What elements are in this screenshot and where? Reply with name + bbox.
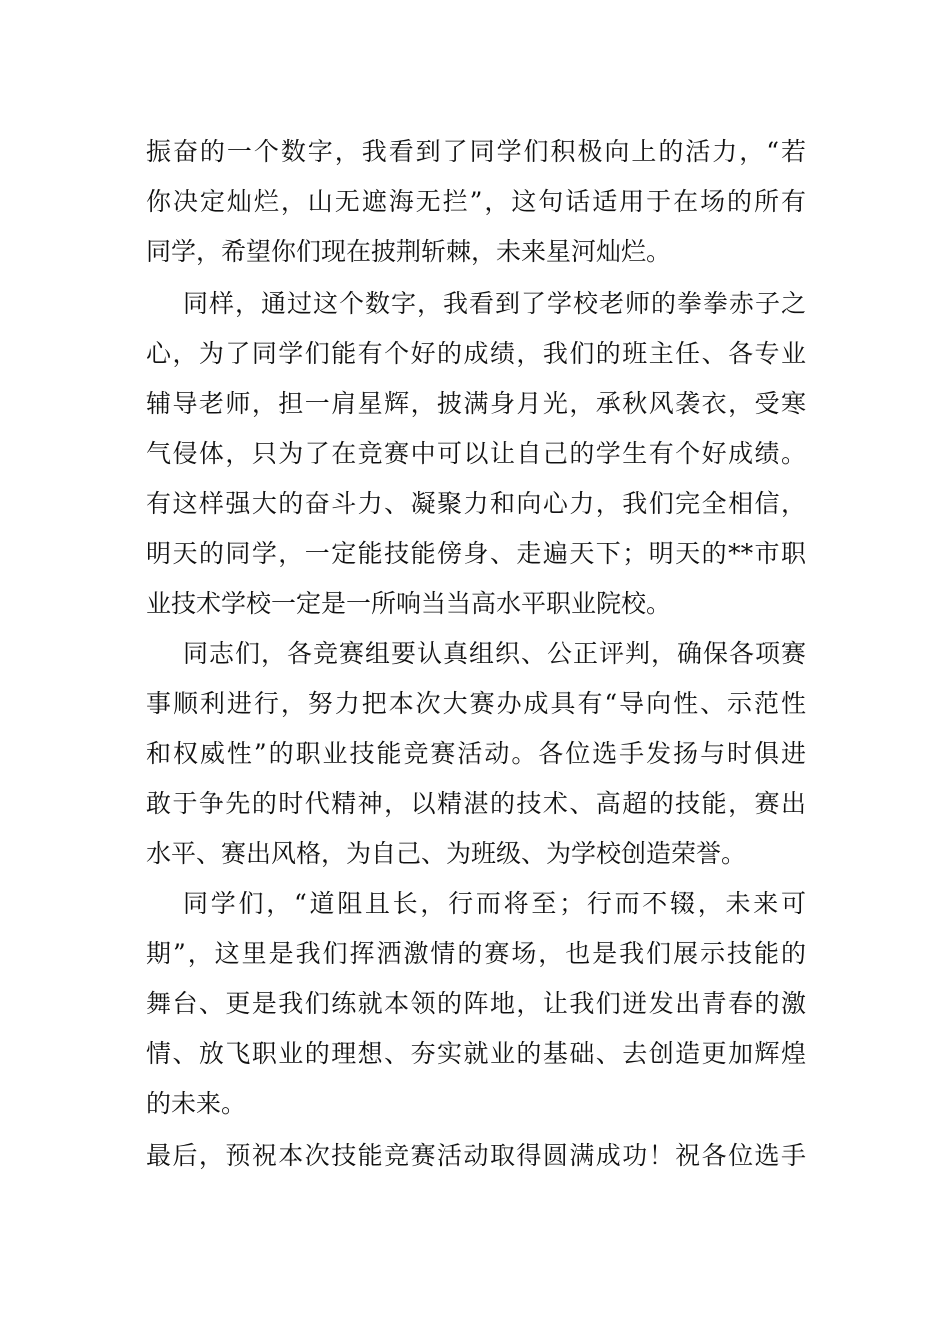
text-line: 事顺利进行，努力把本次大赛办成具有“导向性、示范性	[146, 689, 806, 718]
text-line: 气侵体，只为了在竞赛中可以让自己的学生有个好成绩。	[146, 439, 806, 468]
text-line: 同学们，“道阻且长，行而将至；行而不辍，未来可	[183, 889, 806, 918]
text-line: 最后，预祝本次技能竞赛活动取得圆满成功！祝各位选手	[146, 1141, 806, 1170]
text-line: 情、放飞职业的理想、夯实就业的基础、去创造更加辉煌	[146, 1039, 806, 1068]
text-line: 辅导老师，担一肩星辉，披满身月光，承秋风袭衣，受寒	[146, 389, 806, 418]
text-line: 振奋的一个数字，我看到了同学们积极向上的活力，“若	[146, 137, 806, 166]
text-line: 和权威性”的职业技能竞赛活动。各位选手发扬与时俱进	[146, 739, 806, 768]
text-line: 同志们，各竞赛组要认真组织、公正评判，确保各项赛	[183, 639, 806, 668]
text-line: 的未来。	[146, 1089, 247, 1118]
text-line: 同学，希望你们现在披荆斩棘，未来星河灿烂。	[146, 237, 672, 266]
text-line: 舞台、更是我们练就本领的阵地，让我们迸发出青春的激	[146, 989, 806, 1018]
text-line: 心，为了同学们能有个好的成绩，我们的班主任、各专业	[146, 339, 806, 368]
text-line: 你决定灿烂，山无遮海无拦”，这句话适用于在场的所有	[146, 187, 806, 216]
text-line: 明天的同学，一定能技能傍身、走遍天下；明天的**市职	[146, 539, 806, 568]
text-line: 水平、赛出风格，为自己、为班级、为学校创造荣誉。	[146, 839, 747, 868]
text-line: 有这样强大的奋斗力、凝聚力和向心力，我们完全相信，	[146, 489, 806, 518]
text-line: 期”，这里是我们挥洒激情的赛场，也是我们展示技能的	[146, 939, 806, 968]
text-line: 业技术学校一定是一所响当当高水平职业院校。	[146, 589, 672, 618]
text-line: 同样，通过这个数字，我看到了学校老师的拳拳赤子之	[183, 289, 806, 318]
text-line: 敢于争先的时代精神，以精湛的技术、高超的技能，赛出	[146, 789, 806, 818]
